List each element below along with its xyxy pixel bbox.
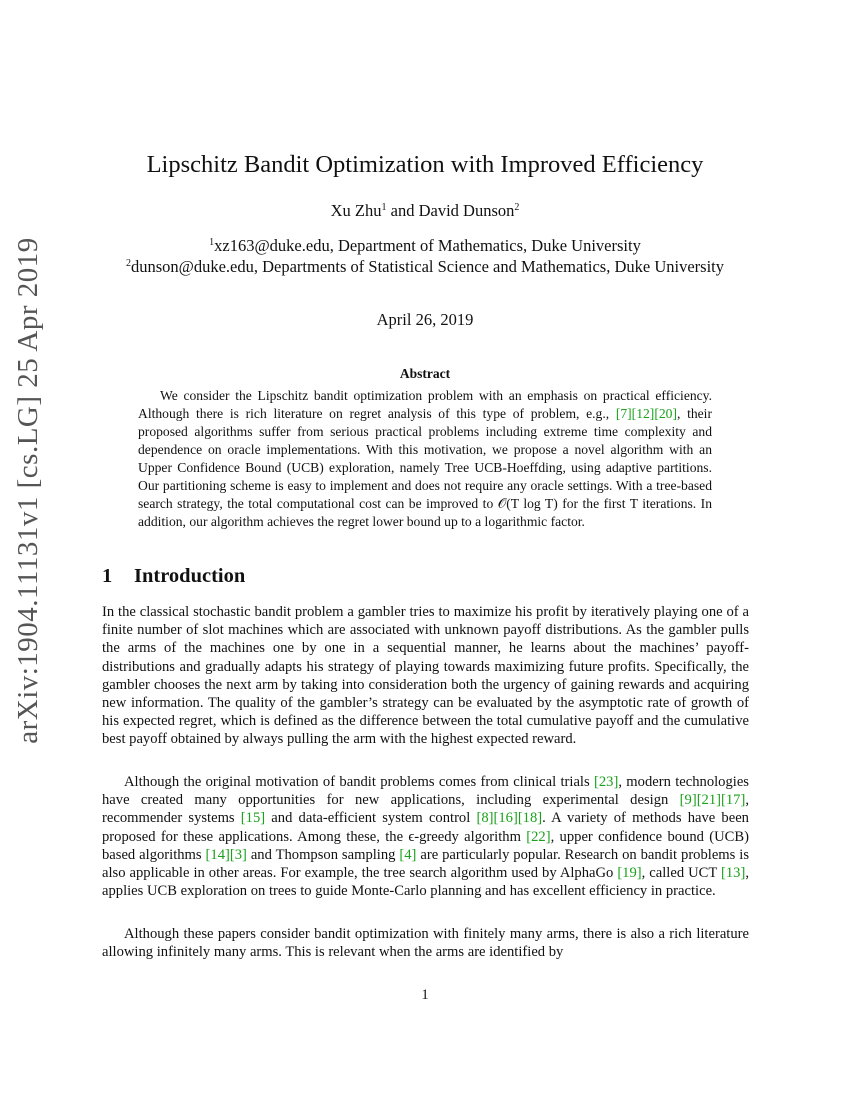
body-text: Although the original motivation of bandit problems comes from clinical trials bbox=[124, 774, 594, 790]
citation-link[interactable]: [20] bbox=[654, 406, 677, 421]
citation-link[interactable]: [12] bbox=[631, 406, 655, 421]
affiliation-mark: 2 bbox=[125, 258, 131, 269]
body-text: . A variety of methods have been proposed for these applications. Among these, the ϵ-greedy algorithm bbox=[102, 810, 749, 845]
body-text: and data-efficient system control bbox=[265, 810, 477, 827]
citation-link[interactable]: [8] bbox=[476, 810, 494, 827]
author-line bbox=[0, 201, 850, 221]
citation-link[interactable]: [21] bbox=[696, 792, 722, 809]
citation-link[interactable]: [22] bbox=[526, 828, 551, 845]
affiliation-line bbox=[0, 257, 850, 277]
body-text: are particularly popular. Research on bandit problems is also applicable in other areas. For example, the tree search algorithm used by AlphaGo bbox=[102, 846, 749, 882]
affiliation-text: dunson@duke.edu, Departments of Statistical Science and Mathematics, Duke University bbox=[130, 257, 724, 276]
body-paragraph: Although these papers consider bandit optimization with finitely many arms, there is also a rich literature allowing infinitely many arms. This is relevant when the arms are identified by bbox=[102, 926, 749, 961]
section-heading bbox=[102, 565, 245, 588]
page-number: 1 bbox=[421, 987, 429, 1003]
body-text: and Thompson sampling bbox=[246, 846, 400, 863]
abstract-text: , their proposed algorithms suffer from serious practical problems including extreme time complexity and dependence on oracle implementations. With this motivation, we propose a novel algorithm with an Upper Confidence Bound (UCB) exploration, namely Tree UCB-Hoeffding, using adaptive partitions. Our partitioning scheme is easy to implement and does not require any oracle settings. With a tree-based search strategy, the total computational cost can be improved to 𝒪(T log T) for the first T iterations. In addition, our algorithm achieves the regret lower bound up to a logarithmic factor. bbox=[138, 406, 712, 529]
paper-date: April 26, 2019 bbox=[376, 310, 474, 329]
citation-link[interactable]: [23] bbox=[594, 774, 619, 790]
citation-link[interactable]: [19] bbox=[617, 865, 642, 882]
citation-link[interactable]: [9] bbox=[679, 792, 697, 809]
author-name: Xu Zhu bbox=[330, 201, 382, 220]
body-text: , called UCT bbox=[641, 865, 722, 882]
citation-link[interactable]: [15] bbox=[240, 810, 266, 827]
abstract-heading: Abstract bbox=[399, 366, 451, 381]
affiliation-mark: 1 bbox=[209, 237, 215, 248]
body-text: , applies UCB exploration on trees to guide Monte-Carlo planning and has excellent efficiency in practice. bbox=[102, 865, 749, 900]
affiliation-line bbox=[0, 236, 850, 256]
body-paragraph: In the classical stochastic bandit problem a gambler tries to maximize his profit by iteratively playing one of a finite number of slot machines which are associated with unknown payoff distributions. As the gambler pulls the arms of the machines one by one in a sequential manner, he learns about the machines’ payoff-distributions and gradually adapts his strategy of playing towards maximizing future profits. Specifically, the gambler chooses the next arm by taking into consideration both the urgency of gaining rewards and acquiring new information. The quality of the gambler’s strategy can be evaluated by the asymptotic rate of growth of his expected regret, which is defined as the difference between the total cumulative payoff and the cumulative best payoff obtained by always pulling the arm with the highest expected reward. bbox=[102, 604, 749, 748]
body-text: , upper confidence bound (UCB) based algorithms bbox=[102, 828, 749, 863]
abstract-body bbox=[138, 387, 712, 531]
citation-link[interactable]: [7] bbox=[615, 406, 632, 421]
citation-link[interactable]: [17] bbox=[721, 792, 746, 809]
author-affiliation-mark: 1 bbox=[381, 202, 387, 213]
citation-link[interactable]: [16] bbox=[493, 810, 518, 827]
affiliation-text: xz163@duke.edu, Department of Mathematics, Duke University bbox=[214, 236, 641, 255]
citation-link[interactable]: [4] bbox=[399, 846, 417, 863]
author-conjunction: and bbox=[390, 201, 415, 220]
section-number: 1 bbox=[102, 565, 113, 587]
body-paragraph bbox=[102, 773, 749, 900]
author-name: David Dunson bbox=[418, 201, 515, 220]
citation-link[interactable]: [18] bbox=[517, 810, 543, 827]
body-text: , recommender systems bbox=[102, 792, 749, 827]
arxiv-identifier: arXiv:1904.11131v1 [cs.LG] 25 Apr 2019 bbox=[11, 236, 44, 744]
citation-link[interactable]: [3] bbox=[229, 846, 247, 863]
section-title: Introduction bbox=[134, 565, 246, 587]
citation-link[interactable]: [14] bbox=[205, 846, 230, 863]
citation-link[interactable]: [13] bbox=[721, 865, 746, 882]
abstract-text: We consider the Lipschitz bandit optimization problem with an emphasis on practical efficiency. Although there is rich literature on regret analysis of this type of problem, e.g., bbox=[138, 388, 712, 421]
author-affiliation-mark: 2 bbox=[514, 202, 520, 213]
paper-title: Lipschitz Bandit Optimization with Improved Efficiency bbox=[146, 151, 704, 178]
body-text: , modern technologies have created many opportunities for new applications, including experimental design bbox=[102, 774, 749, 809]
